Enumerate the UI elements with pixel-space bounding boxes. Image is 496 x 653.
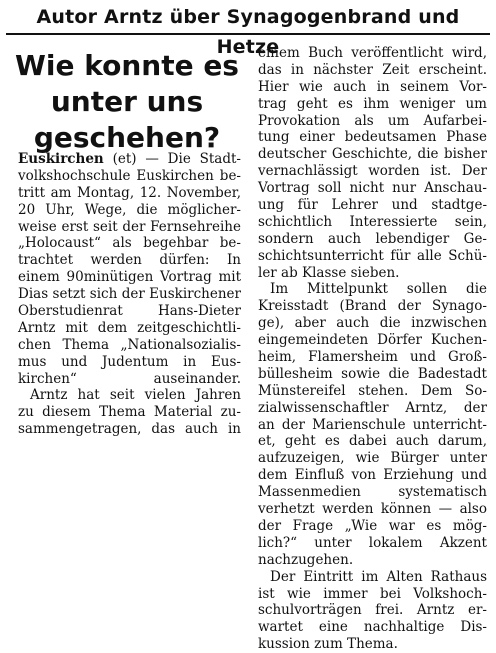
main-headline: [12, 48, 242, 156]
headline-line: geschehen?: [33, 121, 221, 154]
line-text: Provokation als um Aufarbei-: [258, 112, 487, 129]
article-text-line: [18, 219, 241, 236]
article-text-line: [258, 298, 487, 315]
line-text: ler ab Klasse sieben.: [258, 264, 400, 281]
article-text-line: [258, 569, 487, 586]
line-text: aufzuzeigen, wie Bürger unter: [258, 450, 487, 467]
line-text: büllesheim sowie die Badestadt: [258, 365, 487, 382]
line-text: deutscher Geschichte, die bisher: [258, 146, 487, 163]
line-text: 20 Uhr, Wege, die möglicher-: [18, 201, 241, 218]
line-text: weise erst seit der Fernsehreihe: [18, 218, 241, 235]
article-text-line: [258, 383, 487, 400]
line-text: eingemeindeten Dörfer Kuchen-: [258, 332, 487, 349]
line-text: schichtlich Interessierte sein,: [258, 213, 487, 230]
line-text: zu diesem Thema Material zu-: [18, 404, 241, 421]
line-text: der Frage „Wie war es mög-: [258, 517, 487, 534]
line-text: Arntz mit dem zeitgeschichtli-: [18, 319, 241, 336]
kicker-rule: [6, 33, 490, 35]
article-text-line: [18, 202, 241, 219]
line-text: tritt am Montag, 12. November,: [18, 184, 241, 201]
line-text: kussion zum Thema.: [258, 636, 398, 653]
article-text-line: [258, 349, 487, 366]
article-text-line: [258, 450, 487, 467]
line-text: Vortrag soll nicht nur Anschau-: [258, 180, 487, 197]
line-text: einem Buch veröffentlicht wird,: [258, 45, 487, 61]
article-text-line: [18, 151, 241, 168]
article-column-2: [258, 45, 487, 653]
article-text-line: [258, 518, 487, 535]
article-text-line: [258, 602, 487, 619]
line-text: sondern auch lebendiger Ge-: [258, 230, 487, 247]
article-text-line: [258, 248, 487, 265]
kicker-headline: Autor Arntz über Synagogenbrand und Hetze: [36, 6, 460, 58]
article-text-line: [18, 387, 241, 404]
line-text: „Holocaust“ als begehbar be-: [18, 235, 241, 252]
article-text-line: [18, 337, 241, 354]
line-text: das in nächster Zeit erscheint.: [258, 61, 487, 78]
article-text-line: [18, 303, 241, 320]
line-text: verhetzt werden können — also: [258, 501, 487, 518]
article-text-line: [258, 619, 487, 636]
line-text: schulvorträgen frei. Arntz er-: [258, 602, 487, 619]
line-text: sammengetragen, das auch in: [18, 421, 241, 438]
article-text-line: [258, 501, 487, 518]
line-text: Arntz hat seit vielen Jahren: [30, 387, 241, 404]
headline-line: Wie konnte es: [15, 49, 239, 82]
article-text-line: [258, 62, 487, 79]
article-text-line: [258, 281, 487, 298]
line-text: Kreisstadt (Brand der Synago-: [258, 298, 487, 315]
article-text-line: [258, 332, 487, 349]
line-text: Oberstudienrat Hans-Dieter: [18, 303, 241, 320]
article-text-line: [258, 96, 487, 113]
line-text: mus und Judentum in Eus-: [18, 353, 241, 370]
line-text: et, geht es dabei auch darum,: [258, 433, 487, 450]
article-text-line: [18, 235, 241, 252]
line-text: ung für Lehrer und stadtge-: [258, 197, 487, 214]
article-text-line: [258, 45, 487, 62]
article-text-line: [258, 535, 487, 552]
line-text: trachtet werden dürfen: In: [18, 252, 241, 269]
line-text: Massenmedien systematisch: [258, 484, 487, 501]
line-text: Hier wie auch in seinem Vor-: [258, 78, 487, 95]
article-text-line: [258, 433, 487, 450]
line-text: volkshochschule Euskirchen be-: [18, 167, 241, 184]
line-text: tung einer bedeutsamen Phase: [258, 129, 487, 146]
article-text-line: [258, 417, 487, 434]
article-text-line: [258, 315, 487, 332]
article-text-line: [258, 231, 487, 248]
article-text-line: [18, 320, 241, 337]
line-text: nachzugehen.: [258, 551, 354, 568]
headline-line: unter uns: [50, 85, 204, 118]
article-text-line: [258, 129, 487, 146]
article-text-line: [258, 467, 487, 484]
line-text: heim, Flamersheim und Groß-: [258, 349, 487, 366]
article-text-line: [258, 79, 487, 96]
line-text: kirchen“ auseinander.: [18, 370, 241, 387]
article-text-line: [18, 168, 241, 185]
line-text: wartet eine nachhaltige Dis-: [258, 619, 487, 636]
line-text: trag geht es ihm weniger um: [258, 95, 487, 112]
article-text-line: [258, 146, 487, 163]
article-column-1: [18, 151, 241, 438]
article-text-line: [258, 265, 487, 282]
line-text: ist wie immer bei Volkshoch-: [258, 585, 487, 602]
line-text: zialwissenschaftler Arntz, der: [258, 399, 487, 416]
line-text: Der Eintritt im Alten Rathaus: [270, 568, 487, 585]
article-text-line: [18, 421, 241, 438]
article-text-line: [258, 197, 487, 214]
line-text: chen Thema „Nationalsozialis-: [18, 336, 241, 353]
line-text: schichtsunterricht für alle Schü-: [258, 247, 487, 264]
article-text-line: [258, 586, 487, 603]
line-text: einem 90minütigen Vortrag mit: [18, 269, 241, 286]
dateline-place: Euskirchen: [18, 151, 104, 167]
line-text: an der Marienschule unterricht-: [258, 416, 487, 433]
article-text-line: [18, 286, 241, 303]
line-text: Im Mittelpunkt sollen die: [270, 281, 487, 298]
article-text-line: [18, 354, 241, 371]
line-text: vernachlässigt worden ist. Der: [258, 163, 487, 180]
article-text-line: [18, 371, 241, 388]
article-text-line: [18, 252, 241, 269]
line-text: Münstereifel stehen. Dem So-: [258, 382, 487, 399]
line-text: Dias setzt sich der Euskirchener: [18, 286, 241, 303]
line-text: (et) — Die Stadt-: [103, 151, 241, 167]
article-text-line: [258, 214, 487, 231]
article-text-line: [258, 163, 487, 180]
line-text: dem Einfluß von Erziehung und: [258, 467, 487, 484]
article-text-line: [18, 404, 241, 421]
article-text-line: [258, 400, 487, 417]
article-text-line: [258, 552, 487, 569]
article-text-line: [258, 113, 487, 130]
article-text-line: [258, 180, 487, 197]
article-text-line: [258, 484, 487, 501]
article-text-line: [18, 269, 241, 286]
article-text-line: [258, 366, 487, 383]
line-text: ge), aber auch die inzwischen: [258, 315, 487, 332]
article-text-line: [258, 636, 487, 653]
article-text-line: [18, 185, 241, 202]
line-text: lich?“ unter lokalem Akzent: [258, 534, 487, 551]
